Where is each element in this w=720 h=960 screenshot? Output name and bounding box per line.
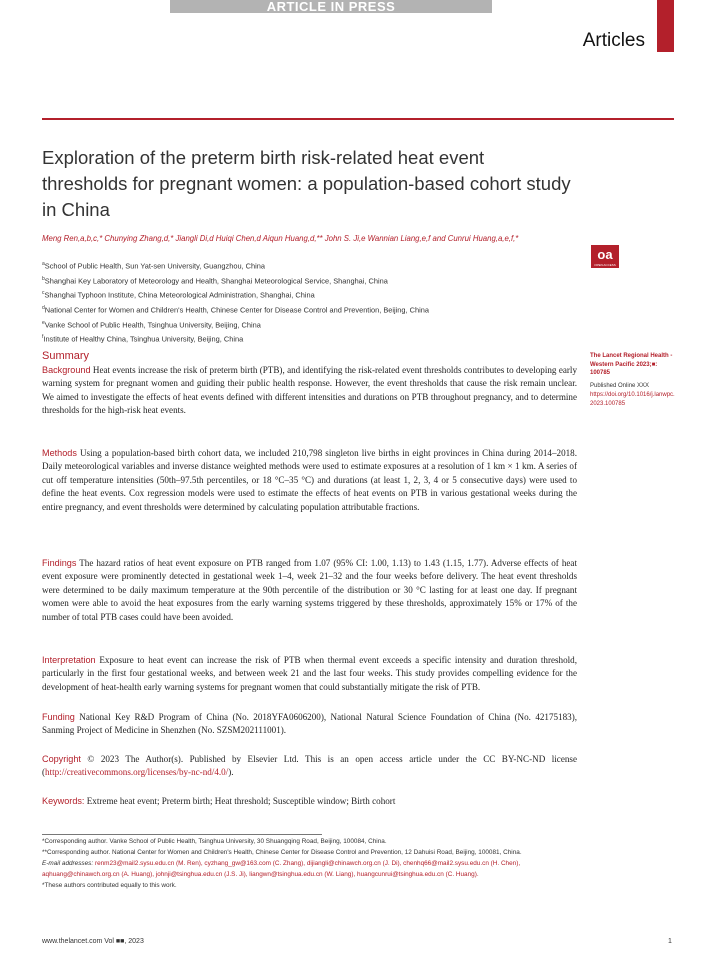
published-online: Published Online XXX [590, 382, 650, 389]
affiliation-item: $^a$School of Public Health, Sun Yat-sen University, Guangzhou, China [42, 261, 265, 271]
license-link[interactable]: http://creativecommons.org/licenses/by-nc-nd/4.0/ [45, 767, 229, 778]
header-divider [42, 118, 674, 120]
article-title: Exploration of the preterm birth risk-related heat event thresholds for pregnant women: a population-based cohort study in China [42, 147, 571, 220]
footnotes [42, 836, 582, 891]
abstract-label: Funding [42, 712, 75, 722]
corresponding-author-note: **Corresponding author. National Center for Women and Children's Health, Chinese Center for Disease Control and Prevention, 12 Dahuisi Road, Beijing, 100081, China. [42, 849, 522, 856]
section-label: Articles [582, 30, 645, 51]
equal-contribution-note: *These authors contributed equally to this work. [42, 882, 177, 889]
email-list[interactable]: renm23@mail2.sysu.edu.cn (M. Ren), cyzhang_gw@163.com (C. Zhang), dijiangli@chinawch.org.cn (J. Di), chenhq66@mail2.sysu.edu.cn (H. Chen), aqhuang@chinawch.org.cn (A. Huang), johnji@tsinghua.edu.cn (J.S. Ji), liangwn@tsinghua.edu.cn (W. Liang), huangcunrui@tsinghua.edu.cn (C. Huang). [42, 860, 521, 878]
abstract-text: © 2023 The Author(s). Published by Elsevier Ltd. This is an open access article under the CC BY-NC-ND license ( [42, 754, 577, 778]
author-list[interactable]: Meng Ren,a,b,c,* Chunying Zhang,d,* Jiangli Di,d Huiqi Chen,d Aiqun Huang,d,** John S. Ji,e Wannian Liang,e,f and Cunrui Huang,a,e,f,* [42, 234, 519, 243]
affiliation-item: $^b$Shanghai Key Laboratory of Meteorology and Health, Shanghai Meteorological Service, Shanghai, China [42, 275, 388, 286]
corresponding-author-note: *Corresponding author. Vanke School of Public Health, Tsinghua University, 30 Shuangqing Road, Beijing, 100084, China. [42, 838, 387, 845]
abstract-funding [42, 711, 577, 738]
abstract-methods [42, 447, 577, 514]
abstract-text: Exposure to heat event can increase the risk of PTB when thermal event exceeds a specific intensity and duration threshold, particularly in the first four gestational weeks, and between week 21 and the last four weeks. This study provides compelling evidence for the development of heat-health early warning systems for pregnant women that could substantially mitigate the risk of PTB. [42, 655, 577, 692]
abstract-background [42, 364, 577, 418]
email-addresses [42, 858, 582, 880]
abstract-text: National Key R&D Program of China (No. 2018YFA0606200), National Natural Science Foundation of China (No. 42175183), Sanming Project of Medicine in Shenzhen (No. SZSM202111001). [42, 712, 577, 736]
journal-footer: www.thelancet.com Vol ■■, 2023 [42, 938, 144, 945]
open-access-badge-text: oa [597, 247, 613, 262]
abstract-label: Background [42, 365, 91, 375]
affiliation-list [42, 258, 602, 346]
page-number: 1 [668, 938, 672, 945]
article-info-sidebar [590, 352, 678, 408]
abstract-copyright [42, 753, 577, 780]
affiliation-item: $^d$National Center for Women and Children's Health, Chinese Center for Disease Control and Prevention, Beijing, China [42, 305, 429, 315]
abstract-label: Keywords: [42, 796, 85, 806]
abstract-label: Findings [42, 558, 77, 568]
abstract-text: Using a population-based birth cohort data, we included 210,798 singleton live births in eight provinces in China during 2014–2018. Daily meteorological variables and inverse distance weighted methods were used to estimate exposures at a resolution of 1 km × 1 km. A series of cut off temperature intensities (50th–97.5th percentiles, or 18 °C–35 °C) and durations (at least 1, 2, 3, 4 or 5 consecutive days) were used to define the heat events. Cox regression models were used to estimate the effects of heat events on PTB in various gestational weeks during the entire pregnancy, and event thresholds were determined by calculating population attributable fractions. [42, 448, 577, 512]
abstract-label: Copyright [42, 754, 81, 764]
abstract-interpretation [42, 654, 577, 694]
article-in-press-banner: ARTICLE IN PRESS [170, 0, 492, 13]
affiliation-item: $^c$Shanghai Typhoon Institute, China Meteorological Administration, Shanghai, China [42, 290, 315, 300]
abstract-label: Methods [42, 448, 77, 458]
abstract-text: Heat events increase the risk of preterm birth (PTB), and identifying the risk-related event thresholds contributes to developing early warning system for pregnant women and guiding their public health response. However, the event thresholds that cause the risk remain unclear. We aimed to investigate the effects of heat events defined with different intensities and durations on PTB throughout pregnancy, and to determine thresholds for the high-risk heat events. [42, 365, 577, 416]
open-access-badge-subtext: OPEN ACCESS [594, 263, 616, 267]
abstract-label: Interpretation [42, 655, 96, 665]
doi-link[interactable]: https://doi.org/10.1016/j.lanwpc.2023.100785 [590, 392, 675, 407]
keyword-list: Extreme heat event; Preterm birth; Heat threshold; Susceptible window; Birth cohort [86, 796, 396, 806]
affiliation-item: $^e$Vanke School of Public Health, Tsinghua University, Beijing, China [42, 319, 261, 330]
abstract-text: The hazard ratios of heat event exposure on PTB ranged from 1.07 (95% CI: 1.00, 1.13) to 1.43 (1.15, 1.77). Adverse effects of heat event exposure were prominently detected in gestational week 1–4, week 21–32 and the four weeks before delivery. The heat event thresholds were determined to be daily maximum temperature at the 90th percentile of the distribution or 30 °C lasting for at least one day. If pregnant women were able to avoid the heat exposures from the early warning systems triggered by these thresholds, approximately 15% or 17% of the number of total PTB cases could have been avoided. [42, 558, 577, 622]
summary-heading: Summary [42, 350, 90, 362]
abstract-text: ). [228, 767, 234, 778]
abstract-findings [42, 557, 577, 624]
affiliation-item: $^f$Institute of Healthy China, Tsinghua University, Beijing, China [42, 334, 244, 344]
email-label: E-mail addresses: [42, 860, 94, 867]
abstract-keywords [42, 795, 577, 808]
journal-color-tab [657, 0, 674, 52]
footnote-divider [42, 834, 322, 835]
journal-citation[interactable]: The Lancet Regional Health - Western Pacific 2023;■: 100785 [590, 353, 673, 376]
